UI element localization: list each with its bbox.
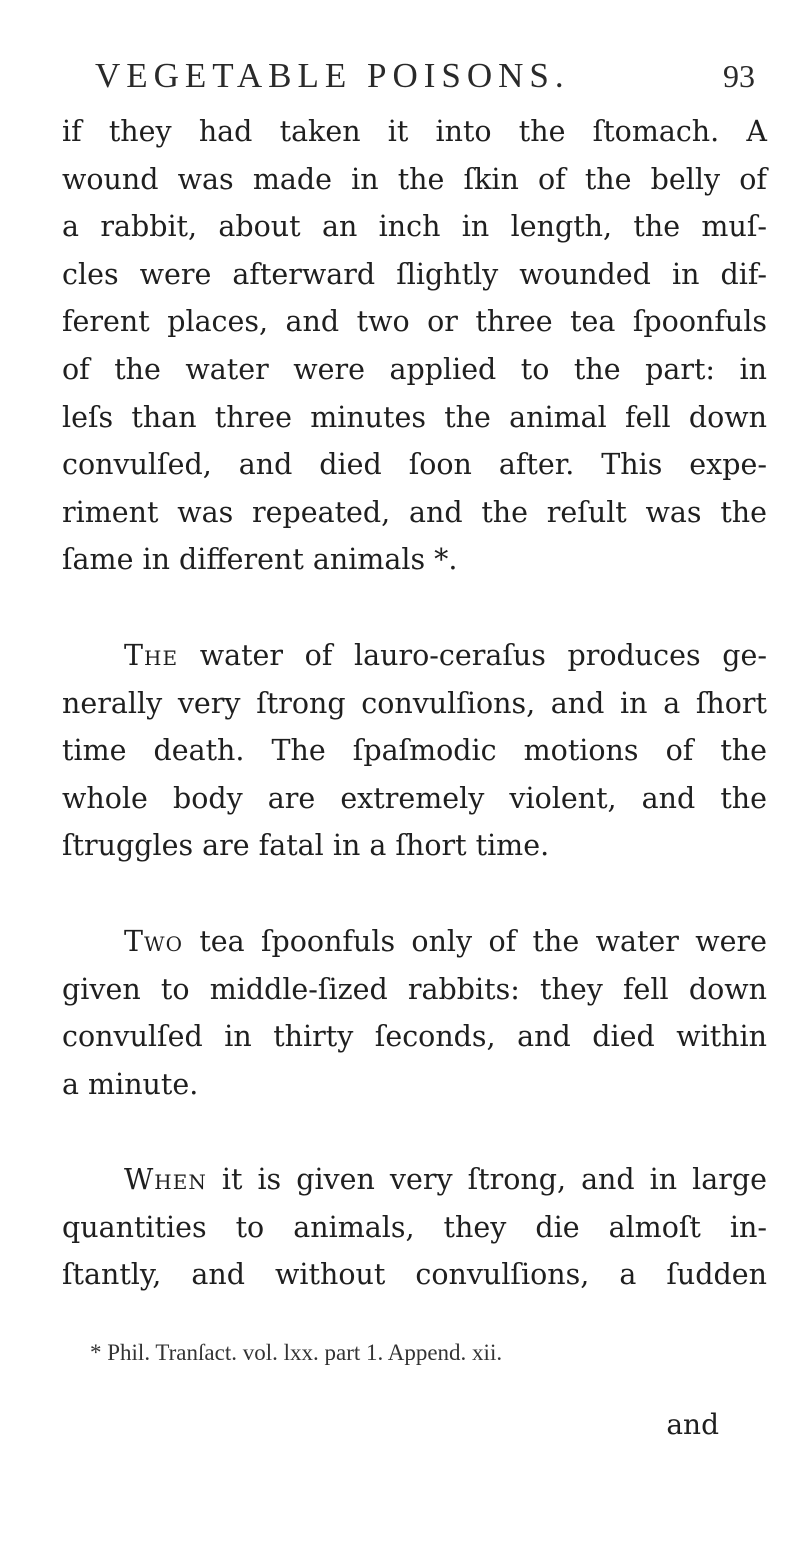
text-line: riment was repeated, and the reſult was the — [62, 495, 767, 529]
text-line: if they had taken it into the ſtomach. A — [62, 115, 767, 148]
text-line: cles were afterward ſlightly wounded in dif- — [62, 257, 767, 291]
lead-word: When — [124, 1163, 207, 1197]
line-rest: tea ſpoonfuls only of the water were — [182, 924, 767, 958]
paragraph-spacer — [62, 870, 767, 918]
text-line: of the water were applied to the part: in — [62, 352, 767, 386]
paragraph-spacer — [62, 1108, 767, 1156]
running-head: VEGETABLE POISONS. — [95, 56, 570, 95]
text-line: nerally very ſtrong convulſions, and in a ſhort — [62, 686, 767, 720]
paragraph-spacer — [62, 584, 767, 632]
line-rest: water of lauro-ceraſus produces ge- — [178, 638, 767, 672]
page-number: 93 — [723, 58, 755, 94]
paragraph-3 — [62, 918, 767, 1108]
text-line: ſtruggles are fatal in a ſhort time. — [62, 829, 550, 863]
text-line: ſtantly, and without convulſions, a ſudden — [62, 1258, 767, 1292]
text-line: convulſed, and died ſoon after. This expe- — [62, 448, 767, 482]
text-line: whole body are extremely violent, and the — [62, 781, 767, 815]
text-line: wound was made in the ſkin of the belly of — [62, 162, 767, 196]
text-line — [62, 918, 767, 966]
paragraph-1 — [62, 108, 767, 584]
paragraph-4 — [62, 1156, 767, 1299]
text-line: leſs than three minutes the animal fell down — [62, 400, 767, 434]
text-line: ſame in different animals *. — [62, 543, 458, 577]
text-line: given to middle-ſized rabbits: they fell down — [62, 972, 767, 1006]
catchword: and — [666, 1408, 719, 1441]
text-line: a minute. — [62, 1067, 199, 1101]
body-text — [62, 108, 767, 1299]
lead-word: The — [124, 638, 179, 672]
lead-word: Two — [124, 924, 183, 958]
text-line: a rabbit, about an inch in length, the muſ- — [62, 210, 767, 244]
text-line: time death. The ſpaſmodic motions of the — [62, 734, 767, 768]
page-header — [95, 56, 755, 100]
text-line: quantities to animals, they die almoſt in- — [62, 1210, 767, 1244]
text-line: convulſed in thirty ſeconds, and died within — [62, 1020, 767, 1054]
text-line — [62, 1156, 767, 1204]
text-line: ferent places, and two or three tea ſpoonfuls — [62, 305, 767, 339]
paragraph-2 — [62, 632, 767, 870]
line-rest: it is given very ſtrong, and in large — [206, 1163, 767, 1197]
text-line — [62, 632, 767, 680]
footnote: * Phil. Tranſact. vol. lxx. part 1. Append. xii. — [90, 1340, 503, 1365]
